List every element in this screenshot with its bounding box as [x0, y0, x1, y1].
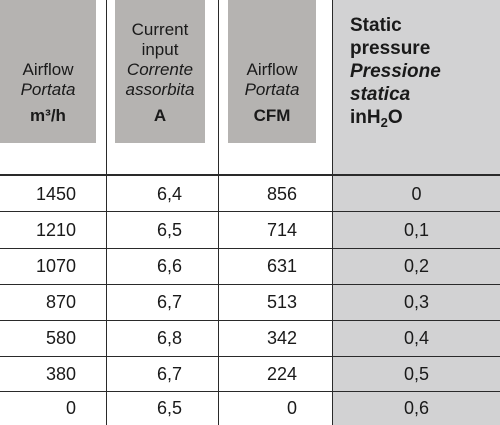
- header-airflow-m3h-en: Airflow: [22, 60, 74, 79]
- header-static-pressure-unit: [350, 106, 441, 129]
- cell-airflow-cfm: 856: [266, 184, 297, 204]
- cell-airflow-cfm: 513: [266, 292, 297, 312]
- cell-airflow-m3h: 1210: [35, 220, 76, 240]
- cell-airflow-m3h: 870: [45, 292, 76, 312]
- table-row: [0, 285, 500, 319]
- cell-airflow-cfm: 224: [266, 364, 297, 384]
- cell-airflow-cfm: 631: [266, 256, 297, 276]
- cell-current: 6,7: [156, 292, 182, 312]
- cell-airflow-m3h: 0: [65, 398, 76, 418]
- header-airflow-m3h-it: Portata: [20, 80, 76, 99]
- cell-static-pressure: 0,4: [403, 328, 430, 348]
- header-static-pressure-it-1: Pressione: [350, 61, 441, 82]
- cell-current: 6,6: [156, 256, 182, 276]
- cell-current: 6,4: [156, 184, 182, 204]
- cell-airflow-cfm: 0: [286, 398, 297, 418]
- cell-static-pressure: 0,2: [403, 256, 430, 276]
- unit-prefix: inH: [350, 107, 381, 128]
- cell-static-pressure: 0,3: [403, 292, 430, 312]
- table-row: [0, 177, 500, 211]
- cell-static-pressure: 0,5: [403, 364, 430, 384]
- header-static-pressure-en-2: pressure: [350, 38, 431, 59]
- cell-static-pressure: 0: [411, 184, 422, 204]
- table-row: [0, 357, 500, 391]
- cell-current: 6,8: [156, 328, 182, 348]
- header-current-it-1: Corrente: [126, 60, 194, 79]
- cell-current: 6,5: [156, 220, 182, 240]
- cell-static-pressure: 0,6: [403, 398, 430, 418]
- cell-airflow-cfm: 714: [266, 220, 297, 240]
- header-current-unit: A: [153, 106, 167, 125]
- table-row: [0, 249, 500, 283]
- unit-suffix: O: [387, 107, 403, 128]
- header-bottom-rule: [0, 174, 500, 176]
- header-airflow-cfm-en: Airflow: [246, 60, 298, 79]
- header-current-en-2: input: [141, 40, 179, 59]
- header-airflow-cfm-it: Portata: [244, 80, 300, 99]
- header-current-en-1: Current: [131, 20, 189, 39]
- cell-airflow-cfm: 342: [266, 328, 297, 348]
- unit-subscript: 2: [380, 115, 388, 130]
- header-airflow-cfm: [228, 0, 316, 143]
- row-rule: [0, 211, 500, 212]
- header-current-it-2: assorbita: [125, 80, 195, 99]
- header-airflow-m3h: [0, 0, 96, 143]
- cell-static-pressure: 0,1: [403, 220, 430, 240]
- header-static-pressure-it-2: statica: [350, 84, 411, 105]
- cell-airflow-m3h: 1070: [35, 256, 76, 276]
- cell-airflow-m3h: 1450: [35, 184, 76, 204]
- header-static-pressure-en-1: Static: [350, 15, 402, 36]
- header-current: [115, 0, 205, 143]
- cell-current: 6,5: [156, 398, 182, 418]
- table-row: [0, 213, 500, 247]
- header-static-pressure: [350, 14, 441, 129]
- cell-airflow-m3h: 380: [45, 364, 76, 384]
- table-row: [0, 321, 500, 355]
- header-airflow-cfm-unit: CFM: [253, 106, 291, 125]
- header-airflow-m3h-unit: m³/h: [30, 106, 66, 125]
- table-row: [0, 391, 500, 425]
- cell-airflow-m3h: 580: [45, 328, 76, 348]
- cell-current: 6,7: [156, 364, 182, 384]
